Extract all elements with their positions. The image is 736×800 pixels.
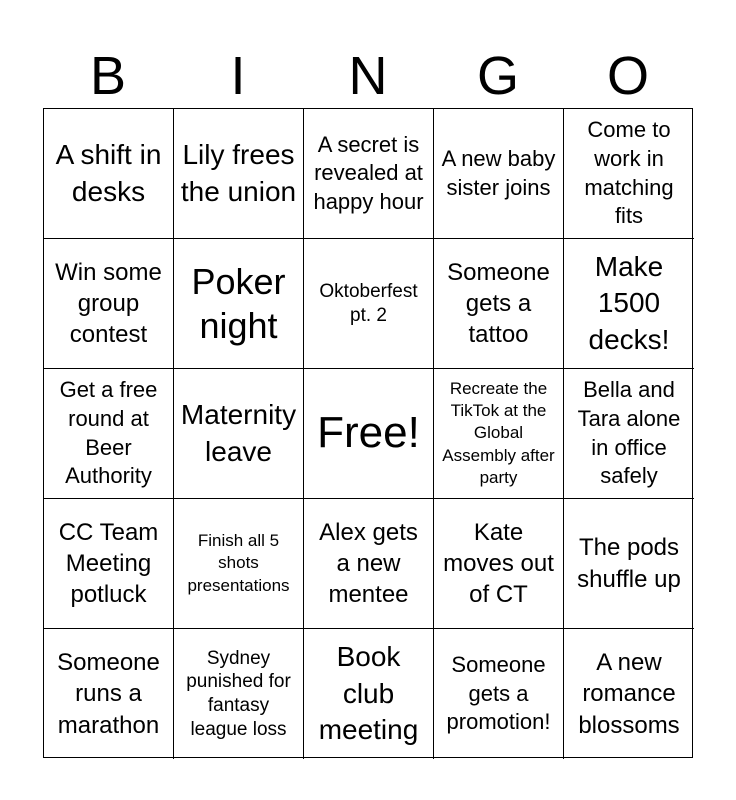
bingo-board	[43, 108, 693, 758]
bingo-cell-3-3-free[interactable]: Free!	[304, 369, 434, 499]
bingo-cell-2-5[interactable]: Make 1500 decks!	[564, 239, 694, 369]
bingo-cell-1-2[interactable]: Lily frees the union	[174, 109, 304, 239]
bingo-cell-1-4[interactable]: A new baby sister joins	[434, 109, 564, 239]
header-letter-i: I	[230, 46, 246, 106]
bingo-cell-4-4[interactable]: Kate moves out of CT	[434, 499, 564, 629]
bingo-cell-3-1[interactable]: Get a free round at Beer Authority	[44, 369, 174, 499]
bingo-cell-1-1[interactable]: A shift in desks	[44, 109, 174, 239]
bingo-cell-4-3[interactable]: Alex gets a new mentee	[304, 499, 434, 629]
bingo-cell-1-5[interactable]: Come to work in matching fits	[564, 109, 694, 239]
bingo-cell-4-2[interactable]: Finish all 5 shots presentations	[174, 499, 304, 629]
bingo-cell-3-4[interactable]: Recreate the TikTok at the Global Assembly after party	[434, 369, 564, 499]
bingo-cell-2-2[interactable]: Poker night	[174, 239, 304, 369]
bingo-cell-5-3[interactable]: Book club meeting	[304, 629, 434, 759]
bingo-cell-5-1[interactable]: Someone runs a marathon	[44, 629, 174, 759]
header-letter-n: N	[348, 46, 388, 106]
bingo-cell-2-1[interactable]: Win some group contest	[44, 239, 174, 369]
bingo-header	[43, 44, 693, 108]
bingo-cell-4-1[interactable]: CC Team Meeting potluck	[44, 499, 174, 629]
header-letter-b: B	[89, 46, 127, 106]
bingo-cell-4-5[interactable]: The pods shuffle up	[564, 499, 694, 629]
header-letter-o: O	[606, 46, 649, 106]
bingo-cell-5-2[interactable]: Sydney punished for fantasy league loss	[174, 629, 304, 759]
bingo-cell-2-4[interactable]: Someone gets a tattoo	[434, 239, 564, 369]
bingo-cell-3-5[interactable]: Bella and Tara alone in office safely	[564, 369, 694, 499]
bingo-cell-2-3[interactable]: Oktoberfest pt. 2	[304, 239, 434, 369]
bingo-cell-1-3[interactable]: A secret is revealed at happy hour	[304, 109, 434, 239]
bingo-cell-5-4[interactable]: Someone gets a promotion!	[434, 629, 564, 759]
bingo-cell-3-2[interactable]: Maternity leave	[174, 369, 304, 499]
header-letter-g: G	[476, 46, 519, 106]
bingo-cell-5-5[interactable]: A new romance blossoms	[578, 649, 680, 739]
